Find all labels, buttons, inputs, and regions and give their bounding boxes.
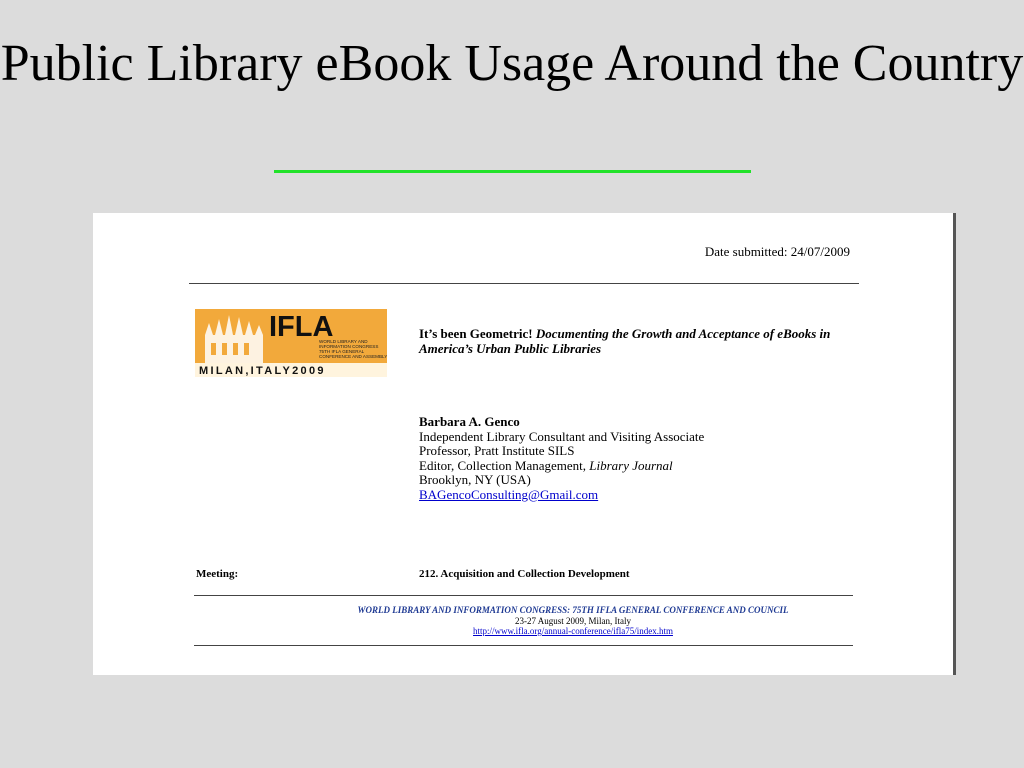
logo-subtitle-2: INFORMATION CONGRESS [319, 344, 379, 349]
ifla-logo [195, 309, 387, 377]
slide-title: Public Library eBook Usage Around the Country [0, 35, 1024, 92]
logo-subtitle-3: 75TH IFLA GENERAL [319, 349, 365, 354]
author-location: Brooklyn, NY (USA) [419, 472, 531, 488]
paper-title [419, 326, 859, 356]
title-underline [274, 170, 751, 173]
document-edge-shadow [953, 213, 956, 675]
congress-footer [193, 605, 953, 637]
author-editor-line [419, 459, 859, 474]
ifla-logo-graphic [195, 309, 387, 377]
meeting-label: Meeting: [196, 568, 239, 580]
logo-subtitle-1: WORLD LIBRARY AND [319, 339, 368, 344]
author-editor-prefix: Editor, Collection Management, [419, 457, 586, 473]
document-image [93, 213, 953, 675]
date-submitted: Date submitted: 24/07/2009 [704, 244, 850, 259]
author-affiliation-1: Independent Library Consultant and Visiting Associate [419, 428, 705, 444]
logo-location: MILAN,ITALY2009 [199, 365, 326, 377]
paper-title-lead: It’s been Geometric! [419, 326, 533, 341]
author-email-link[interactable]: BAGencoConsulting@Gmail.com [419, 486, 599, 502]
author-name: Barbara A. Genco [419, 414, 520, 429]
author-block [419, 415, 859, 503]
header-rule [189, 283, 859, 284]
author-affiliation-2: Professor, Pratt Institute SILS [419, 443, 575, 459]
congress-url-link[interactable]: http://www.ifla.org/annual-conference/ifla75/index.htm [473, 626, 673, 636]
footer-rule [194, 645, 853, 646]
meeting-rule [194, 595, 853, 596]
congress-title: WORLD LIBRARY AND INFORMATION CONGRESS: 75TH IFLA GENERAL CONFERENCE AND COUNCIL [357, 605, 789, 615]
meeting-value: 212. Acquisition and Collection Development [419, 568, 630, 580]
paper-title-rest: Documenting the Growth and Acceptance of eBooks in America’s Urban Public Libraries [419, 326, 831, 356]
author-journal: Library Journal [589, 457, 673, 473]
logo-acronym: IFLA [269, 311, 334, 343]
logo-subtitle-4: CONFERENCE AND ASSEMBLY [319, 354, 387, 359]
congress-dates: 23-27 August 2009, Milan, Italy [515, 615, 631, 626]
